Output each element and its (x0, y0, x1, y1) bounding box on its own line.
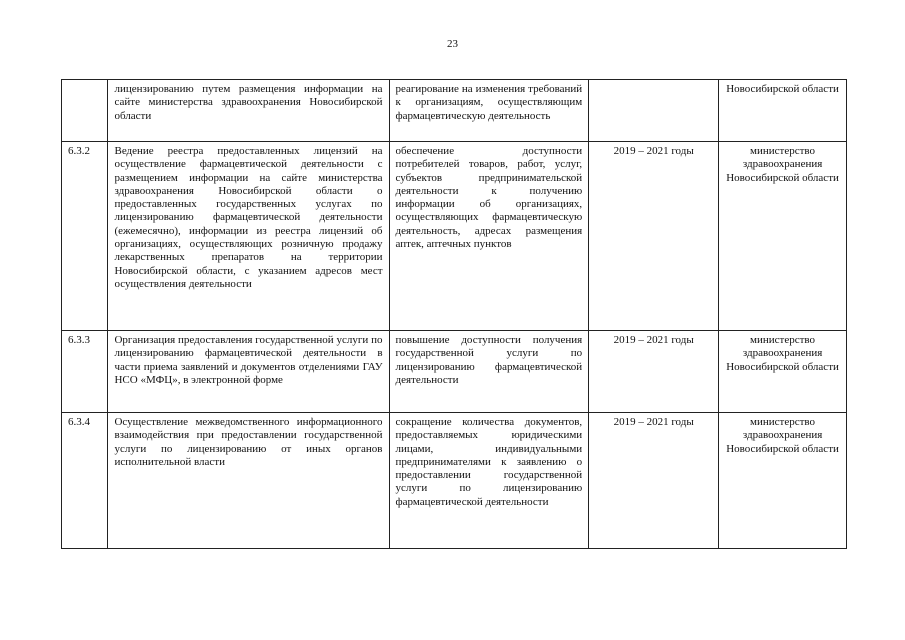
expected-result-cell: реагирование на изменения требований к организациям, осуществляющим фармацевтическую деятельность (389, 80, 589, 142)
activity-name-cell: Ведение реестра предоставленных лицензий на осуществление фармацевтической деятельности с размещением информации на сайте министерства здравоохранения Новосибирской области о предоставленных государственных услугах по лицензированию фармацевтической деятельности (ежемесячно), информации из реестра лицензий об организациях, осуществляющих розничную продажу лекарственных препаратов на территории Новосибирской области, с указанием адресов мест осуществления деятельности (108, 142, 389, 331)
term-cell (589, 80, 719, 142)
activities-table (61, 79, 847, 549)
table-row (62, 80, 847, 142)
table-row (62, 331, 847, 413)
row-number-cell: 6.3.4 (62, 413, 108, 549)
activity-name-cell: Осуществление межведомственного информационного взаимодействия при предоставлении государственной услуги по лицензированию от иных органов исполнительной власти (108, 413, 389, 549)
table-row (62, 413, 847, 549)
executor-cell: министерство здравоохранения Новосибирской области (719, 413, 847, 549)
executor-cell: Новосибирской области (719, 80, 847, 142)
expected-result-cell: повышение доступности получения государственной услуги по лицензированию фармацевтической деятельности (389, 331, 589, 413)
expected-result-cell: обеспечение доступности потребителей товаров, работ, услуг, субъектов предпринимательской деятельности к получению информации об организациях, осуществляющих фармацевтическую деятельность, адресах размещения аптек, аптечных пунктов (389, 142, 589, 331)
row-number-cell: 6.3.3 (62, 331, 108, 413)
expected-result-cell: сокращение количества документов, предоставляемых юридическими лицами, индивидуальными предпринимателями к заявлению о предоставлении государственной услуги по лицензированию фармацевтической деятельности (389, 413, 589, 549)
table-row (62, 142, 847, 331)
activity-name-cell: Организация предоставления государственной услуги по лицензированию фармацевтической деятельности в части приема заявлений и документов отделениями ГАУ НСО «МФЦ», в электронной форме (108, 331, 389, 413)
page-number: 23 (447, 38, 458, 50)
row-number-cell: 6.3.2 (62, 142, 108, 331)
term-cell: 2019 – 2021 годы (589, 413, 719, 549)
executor-cell: министерство здравоохранения Новосибирской области (719, 331, 847, 413)
term-cell: 2019 – 2021 годы (589, 331, 719, 413)
term-cell: 2019 – 2021 годы (589, 142, 719, 331)
activity-name-cell: лицензированию путем размещения информации на сайте министерства здравоохранения Новосибирской области (108, 80, 389, 142)
row-number-cell (62, 80, 108, 142)
executor-cell: министерство здравоохранения Новосибирской области (719, 142, 847, 331)
